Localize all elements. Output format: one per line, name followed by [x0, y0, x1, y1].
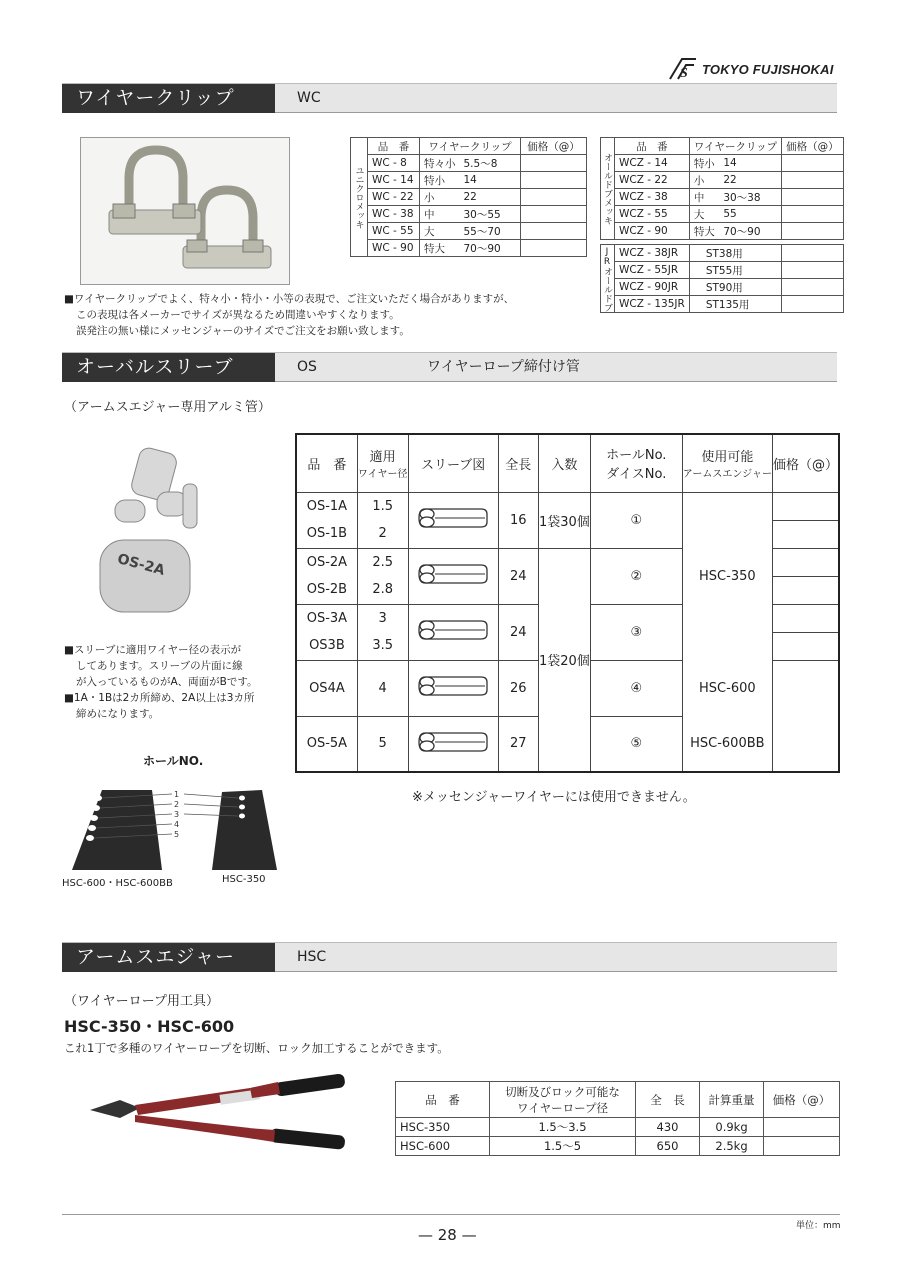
sleeve-diagram — [408, 604, 498, 660]
price-cell — [782, 223, 844, 240]
size-range: 70〜90 — [719, 223, 781, 240]
hole-number-label: 1 — [174, 790, 180, 799]
size-range: 22 — [719, 172, 781, 189]
size-range: 30〜55 — [460, 206, 521, 223]
rope-range: 1.5〜3.5 — [490, 1118, 636, 1137]
header-line: 使用可能 — [701, 450, 754, 466]
part-number: WC - 38 — [368, 206, 420, 223]
part-number: OS3B — [296, 632, 357, 660]
size-label: 中 — [420, 206, 460, 223]
sleeve-icon — [415, 671, 491, 701]
part-number: WCZ - 38 — [615, 189, 690, 206]
price-cell — [782, 172, 844, 189]
table-row — [601, 172, 844, 189]
size-label: 特小 — [689, 155, 719, 172]
brand-name: TOKYO FUJISHOKAI — [702, 61, 834, 77]
note-line: 締めになります。 — [76, 708, 160, 720]
size-range: 70〜90 — [460, 240, 521, 257]
tool-model: HSC-600BB — [682, 716, 772, 772]
crimp-tool-head-figure — [62, 780, 292, 878]
price-cell — [521, 223, 587, 240]
col-header: 品 番 — [396, 1082, 490, 1118]
part-number: WC - 22 — [368, 189, 420, 206]
sleeve-icon — [415, 559, 491, 589]
quantity: 1袋30個 — [538, 492, 590, 548]
size-label: 特大 — [420, 240, 460, 257]
sleeve-diagram — [408, 492, 498, 548]
sleeve-icon — [415, 503, 491, 533]
col-header: 価格（@） — [764, 1082, 840, 1118]
table-row — [601, 279, 844, 296]
tool-model: HSC-600 — [682, 660, 772, 716]
svg-text:S: S — [680, 66, 688, 81]
part-number: WC - 90 — [368, 240, 420, 257]
weight: 2.5kg — [700, 1137, 764, 1156]
note-line: してあります。スリーブの片面に線 — [76, 660, 243, 672]
hole-figure-right-label: HSC-350 — [222, 874, 266, 885]
price-cell — [521, 172, 587, 189]
os-table-wrap — [295, 433, 840, 773]
hole-number: ⑤ — [590, 716, 682, 772]
size-range: 14 — [460, 172, 521, 189]
wcz-table-wrap — [600, 137, 844, 313]
hole-number: ② — [590, 548, 682, 604]
table-row — [351, 172, 587, 189]
price-cell — [782, 206, 844, 223]
hsc-table — [395, 1081, 840, 1156]
price-cell — [772, 632, 839, 660]
price-cell — [764, 1137, 840, 1156]
hole-number-label: 4 — [174, 820, 180, 829]
header-line: 切断及びロック可能な — [505, 1084, 620, 1099]
header-line: ダイスNo. — [606, 467, 667, 483]
hole-number: ③ — [590, 604, 682, 660]
quantity: 1袋20個 — [538, 548, 590, 772]
note-line: ■1A・1Bは2カ所締め、2A以上は3カ所 — [64, 692, 255, 704]
col-header: 価格（@） — [782, 138, 844, 155]
use-label: ST38用 — [689, 245, 781, 262]
table-row — [396, 1137, 840, 1156]
fujishokai-logo-icon — [668, 57, 698, 81]
note-line: ■スリーブに適用ワイヤー径の表示が — [64, 644, 242, 656]
col-header: 価格（@） — [521, 138, 587, 155]
table-row — [601, 245, 844, 262]
size-range: 30〜38 — [719, 189, 781, 206]
length: 650 — [636, 1137, 700, 1156]
wcz-table — [600, 137, 844, 313]
size-label: 中 — [689, 189, 719, 206]
length: 24 — [498, 604, 538, 660]
wire-diameter: 1.5 — [357, 492, 408, 520]
os-note — [64, 642, 274, 722]
table-row — [601, 155, 844, 172]
size-label: 大 — [420, 223, 460, 240]
hole-number: ④ — [590, 660, 682, 716]
price-cell — [772, 520, 839, 548]
table-row — [351, 155, 587, 172]
size-label: 小 — [420, 189, 460, 206]
price-cell — [782, 245, 844, 262]
hsc-caption: （ワイヤーロープ用工具） — [64, 994, 219, 1009]
rope-range: 1.5〜5 — [490, 1137, 636, 1156]
col-header: 全 長 — [636, 1082, 700, 1118]
os-caption: （アームスエジャー専用アルミ管） — [64, 400, 271, 415]
price-cell — [521, 189, 587, 206]
unit-note: 単位：mm — [796, 1221, 841, 1231]
header-line: アームスエンジャー — [682, 469, 772, 481]
hole-number-label: 5 — [174, 830, 180, 839]
length: 26 — [498, 660, 538, 716]
price-cell — [772, 660, 839, 772]
oval-sleeve-photo — [95, 440, 245, 620]
col-header — [490, 1082, 636, 1118]
sleeve-diagram — [408, 716, 498, 772]
section-title: アームスエジャー — [62, 943, 275, 972]
table-row — [296, 492, 839, 520]
table-row — [351, 223, 587, 240]
sleeve-diagram — [408, 548, 498, 604]
col-header: 品 番 — [615, 138, 690, 155]
table-row — [351, 189, 587, 206]
table-row — [601, 296, 844, 313]
price-cell — [782, 262, 844, 279]
table-row — [351, 206, 587, 223]
col-header: スリーブ図 — [408, 434, 498, 492]
header-line: ワイヤーロープ径 — [516, 1100, 609, 1115]
price-cell — [764, 1118, 840, 1137]
col-header: 品 番 — [296, 434, 357, 492]
wc-table — [350, 137, 587, 257]
section-header-os — [62, 352, 837, 382]
size-range: 14 — [719, 155, 781, 172]
part-number: OS4A — [296, 660, 357, 716]
price-cell — [782, 279, 844, 296]
col-header: 計算重量 — [700, 1082, 764, 1118]
wire-diameter: 3 — [357, 604, 408, 632]
hole-number: ① — [590, 492, 682, 548]
price-cell — [772, 548, 839, 576]
section-subtitle: ワイヤーロープ締付け管 — [427, 359, 580, 375]
hole-figure-title: ホールNO. — [143, 754, 204, 768]
use-label: ST90用 — [689, 279, 781, 296]
table-row — [601, 262, 844, 279]
part-number: HSC-350 — [396, 1118, 490, 1137]
part-number: WC - 8 — [368, 155, 420, 172]
sleeve-diagram — [408, 660, 498, 716]
wire-diameter: 2.8 — [357, 576, 408, 604]
price-cell — [782, 296, 844, 313]
section-title: ワイヤークリップ — [62, 84, 275, 113]
wire-diameter: 2.5 — [357, 548, 408, 576]
price-cell — [782, 189, 844, 206]
col-header — [357, 434, 408, 492]
part-number: WC - 14 — [368, 172, 420, 189]
sleeve-icon — [415, 615, 491, 645]
use-label: ST135用 — [689, 296, 781, 313]
price-cell — [521, 206, 587, 223]
page-number: — 28 — — [418, 1226, 477, 1244]
os-footnote: ※メッセンジャーワイヤーには使用できません。 — [412, 790, 696, 805]
price-cell — [772, 604, 839, 632]
col-header: ワイヤークリップ — [689, 138, 781, 155]
table-row — [601, 189, 844, 206]
wire-diameter: 3.5 — [357, 632, 408, 660]
sleeve-marking: OS-2A — [115, 550, 167, 579]
length: 430 — [636, 1118, 700, 1137]
price-cell — [521, 240, 587, 257]
hole-number-label: 2 — [174, 800, 180, 809]
part-number: OS-1A — [296, 492, 357, 520]
wc-side-label: ユニクロメッキ — [351, 138, 368, 257]
section-title: オーバルスリーブ — [62, 353, 275, 382]
size-range: 55 — [719, 206, 781, 223]
size-label: 大 — [689, 206, 719, 223]
part-number: WCZ - 14 — [615, 155, 690, 172]
use-label: ST55用 — [689, 262, 781, 279]
header-line: 適用 — [369, 450, 396, 466]
part-number: WCZ - 22 — [615, 172, 690, 189]
footer-rule — [62, 1214, 840, 1215]
section-code: WC — [297, 90, 321, 106]
col-header — [590, 434, 682, 492]
part-number: OS-3A — [296, 604, 357, 632]
hsc-table-wrap — [395, 1081, 840, 1156]
part-number: WCZ - 90 — [615, 223, 690, 240]
table-row — [601, 223, 844, 240]
table-row — [396, 1118, 840, 1137]
os-table — [295, 433, 840, 773]
hsc-models: HSC-350・HSC-600 — [64, 1017, 235, 1036]
size-range: 55〜70 — [460, 223, 521, 240]
part-number: WCZ - 55 — [615, 206, 690, 223]
wcz-jr-side-label: JRオールドブ — [601, 245, 615, 313]
col-header: ワイヤークリップ — [420, 138, 521, 155]
price-cell — [782, 155, 844, 172]
part-number: OS-5A — [296, 716, 357, 772]
header-line: ホールNo. — [606, 448, 667, 464]
col-header: 価格（@） — [772, 434, 839, 492]
brand-logo — [668, 56, 840, 82]
hsc-description: これ1丁で多種のワイヤーロープを切断、ロック加工することができます。 — [64, 1041, 449, 1055]
hole-number-label: 3 — [174, 810, 180, 819]
part-number: WC - 55 — [368, 223, 420, 240]
size-label: 特大 — [689, 223, 719, 240]
part-number: OS-2B — [296, 576, 357, 604]
weight: 0.9kg — [700, 1118, 764, 1137]
length: 24 — [498, 548, 538, 604]
arm-swager-photo — [80, 1070, 360, 1160]
wcz-side-label: オールドブメッキ — [601, 138, 615, 240]
size-label: 特々小 — [420, 155, 460, 172]
col-header — [682, 434, 772, 492]
note-line: が入っているものがA、両面がBです。 — [76, 676, 258, 688]
size-range: 5.5〜8 — [460, 155, 521, 172]
section-header-wc — [62, 83, 837, 113]
wire-clip-photo — [80, 137, 290, 285]
tool-model: HSC-350 — [682, 492, 772, 660]
hole-figure-left-label: HSC-600・HSC-600BB — [62, 878, 173, 889]
length: 27 — [498, 716, 538, 772]
price-cell — [772, 492, 839, 520]
wire-diameter: 4 — [357, 660, 408, 716]
col-header: 品 番 — [368, 138, 420, 155]
part-number: WCZ - 90JR — [615, 279, 690, 296]
section-header-hsc — [62, 942, 837, 972]
table-row — [601, 206, 844, 223]
wc-note — [64, 291, 584, 339]
table-row — [351, 240, 587, 257]
part-number: WCZ - 55JR — [615, 262, 690, 279]
size-range: 22 — [460, 189, 521, 206]
part-number: OS-1B — [296, 520, 357, 548]
length: 16 — [498, 492, 538, 548]
price-cell — [772, 576, 839, 604]
wire-diameter: 5 — [357, 716, 408, 772]
header-line: ワイヤー径 — [357, 469, 408, 481]
wire-diameter: 2 — [357, 520, 408, 548]
section-code: OS — [297, 359, 317, 375]
note-line: 誤発注の無い様にメッセンジャーのサイズでご注文をお願い致します。 — [76, 325, 410, 337]
price-cell — [521, 155, 587, 172]
size-label: 特小 — [420, 172, 460, 189]
part-number: OS-2A — [296, 548, 357, 576]
note-line: この表現は各メーカーでサイズが異なるため間違いやすくなります。 — [76, 309, 400, 321]
part-number: HSC-600 — [396, 1137, 490, 1156]
sleeve-icon — [415, 727, 491, 757]
size-label: 小 — [689, 172, 719, 189]
section-code: HSC — [297, 949, 327, 965]
col-header: 全長 — [498, 434, 538, 492]
col-header: 入数 — [538, 434, 590, 492]
part-number: WCZ - 38JR — [615, 245, 690, 262]
wc-table-wrap — [350, 137, 587, 257]
note-line: ■ワイヤークリップでよく、特々小・特小・小等の表現で、ご注文いただく場合がありますが、 — [64, 293, 515, 305]
part-number: WCZ - 135JR — [615, 296, 690, 313]
